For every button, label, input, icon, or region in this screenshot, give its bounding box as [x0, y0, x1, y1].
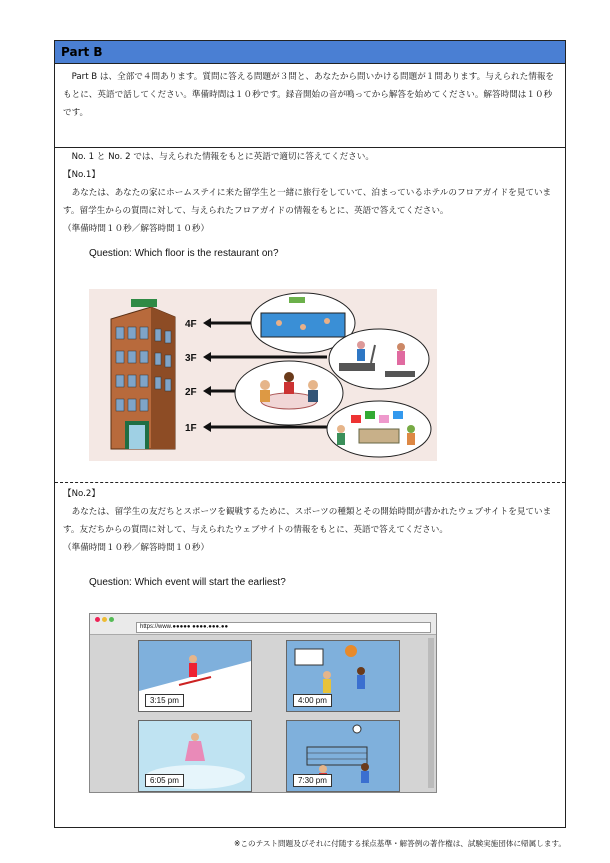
part-b-frame — [54, 40, 566, 828]
q2-time: （準備時間１０秒／解答時間１０秒） — [63, 543, 210, 553]
q1-text: あなたは、あなたの家にホームステイに来た留学生と一緒に旅行をしていて、泊まっているホテルのフロアガイドを見ています。留学生からの質問に対して、与えられたフロアガイドの情報をもとに、英語で答えてください。 — [63, 188, 552, 216]
hotel-building-icon — [111, 299, 175, 449]
event-tile-skiing — [138, 640, 252, 712]
section-divider — [55, 482, 565, 483]
floor-3f-label: 3F — [185, 353, 197, 364]
q1-question: Question: Which floor is the restaurant on? — [89, 248, 279, 259]
event-time: 6:05 pm — [145, 774, 184, 787]
q2-text: あなたは、留学生の友だちとスポーツを観戦するために、スポーツの種類とその開始時間が書かれたウェブサイトを見ています。友だちからの質問に対して、与えられたウェブサイトの情報をもとに、英語で答えてください。 — [63, 507, 552, 535]
event-time: 4:00 pm — [293, 694, 332, 707]
website-figure — [89, 613, 437, 793]
floor-4f-label: 4F — [185, 319, 197, 330]
q1-label: 【No.1】 — [63, 170, 100, 180]
event-tile-basketball — [286, 640, 400, 712]
scrollbar[interactable] — [428, 638, 434, 788]
event-tile-volleyball — [286, 720, 400, 792]
floor-guide-illustration — [89, 289, 437, 461]
event-time: 3:15 pm — [145, 694, 184, 707]
q1-time: （準備時間１０秒／解答時間１０秒） — [63, 224, 210, 234]
floor-guide-figure — [89, 289, 437, 461]
q2-question: Question: Which event will start the earliest? — [89, 577, 286, 588]
gift-shop-icon — [327, 401, 431, 457]
maximize-dot-icon — [109, 617, 114, 622]
part-title: Part B — [55, 41, 565, 64]
floor-1f-label: 1F — [185, 423, 197, 434]
instructions: No. 1 と No. 2 では、与えられた情報をもとに英語で適切に答えてください。 — [71, 152, 374, 162]
restaurant-icon — [235, 361, 343, 425]
minimize-dot-icon — [102, 617, 107, 622]
gym-icon — [329, 329, 429, 389]
copyright-footer: ※このテスト問題及びそれに付随する採点基準・解答例の著作権は、試験実施団体に帰属します。 — [234, 839, 566, 848]
browser-toolbar — [90, 614, 436, 635]
event-time: 7:30 pm — [293, 774, 332, 787]
q2-label: 【No.2】 — [63, 489, 100, 499]
intro-text: Part B は、全部で４問あります。質問に答える問題が３問と、あなたから問いかける問題が１問あります。与えられた情報をもとに、英語で話してください。準備時間は１０秒です。録音開始の音が鳴ってから解答を始めてください。解答時間は１０秒です。 — [55, 64, 565, 148]
event-tile-figure-skating — [138, 720, 252, 792]
close-dot-icon — [95, 617, 100, 622]
floor-2f-label: 2F — [185, 387, 197, 398]
address-bar: https://www.●●●●● ●●●●.●●●.●● — [136, 622, 431, 633]
